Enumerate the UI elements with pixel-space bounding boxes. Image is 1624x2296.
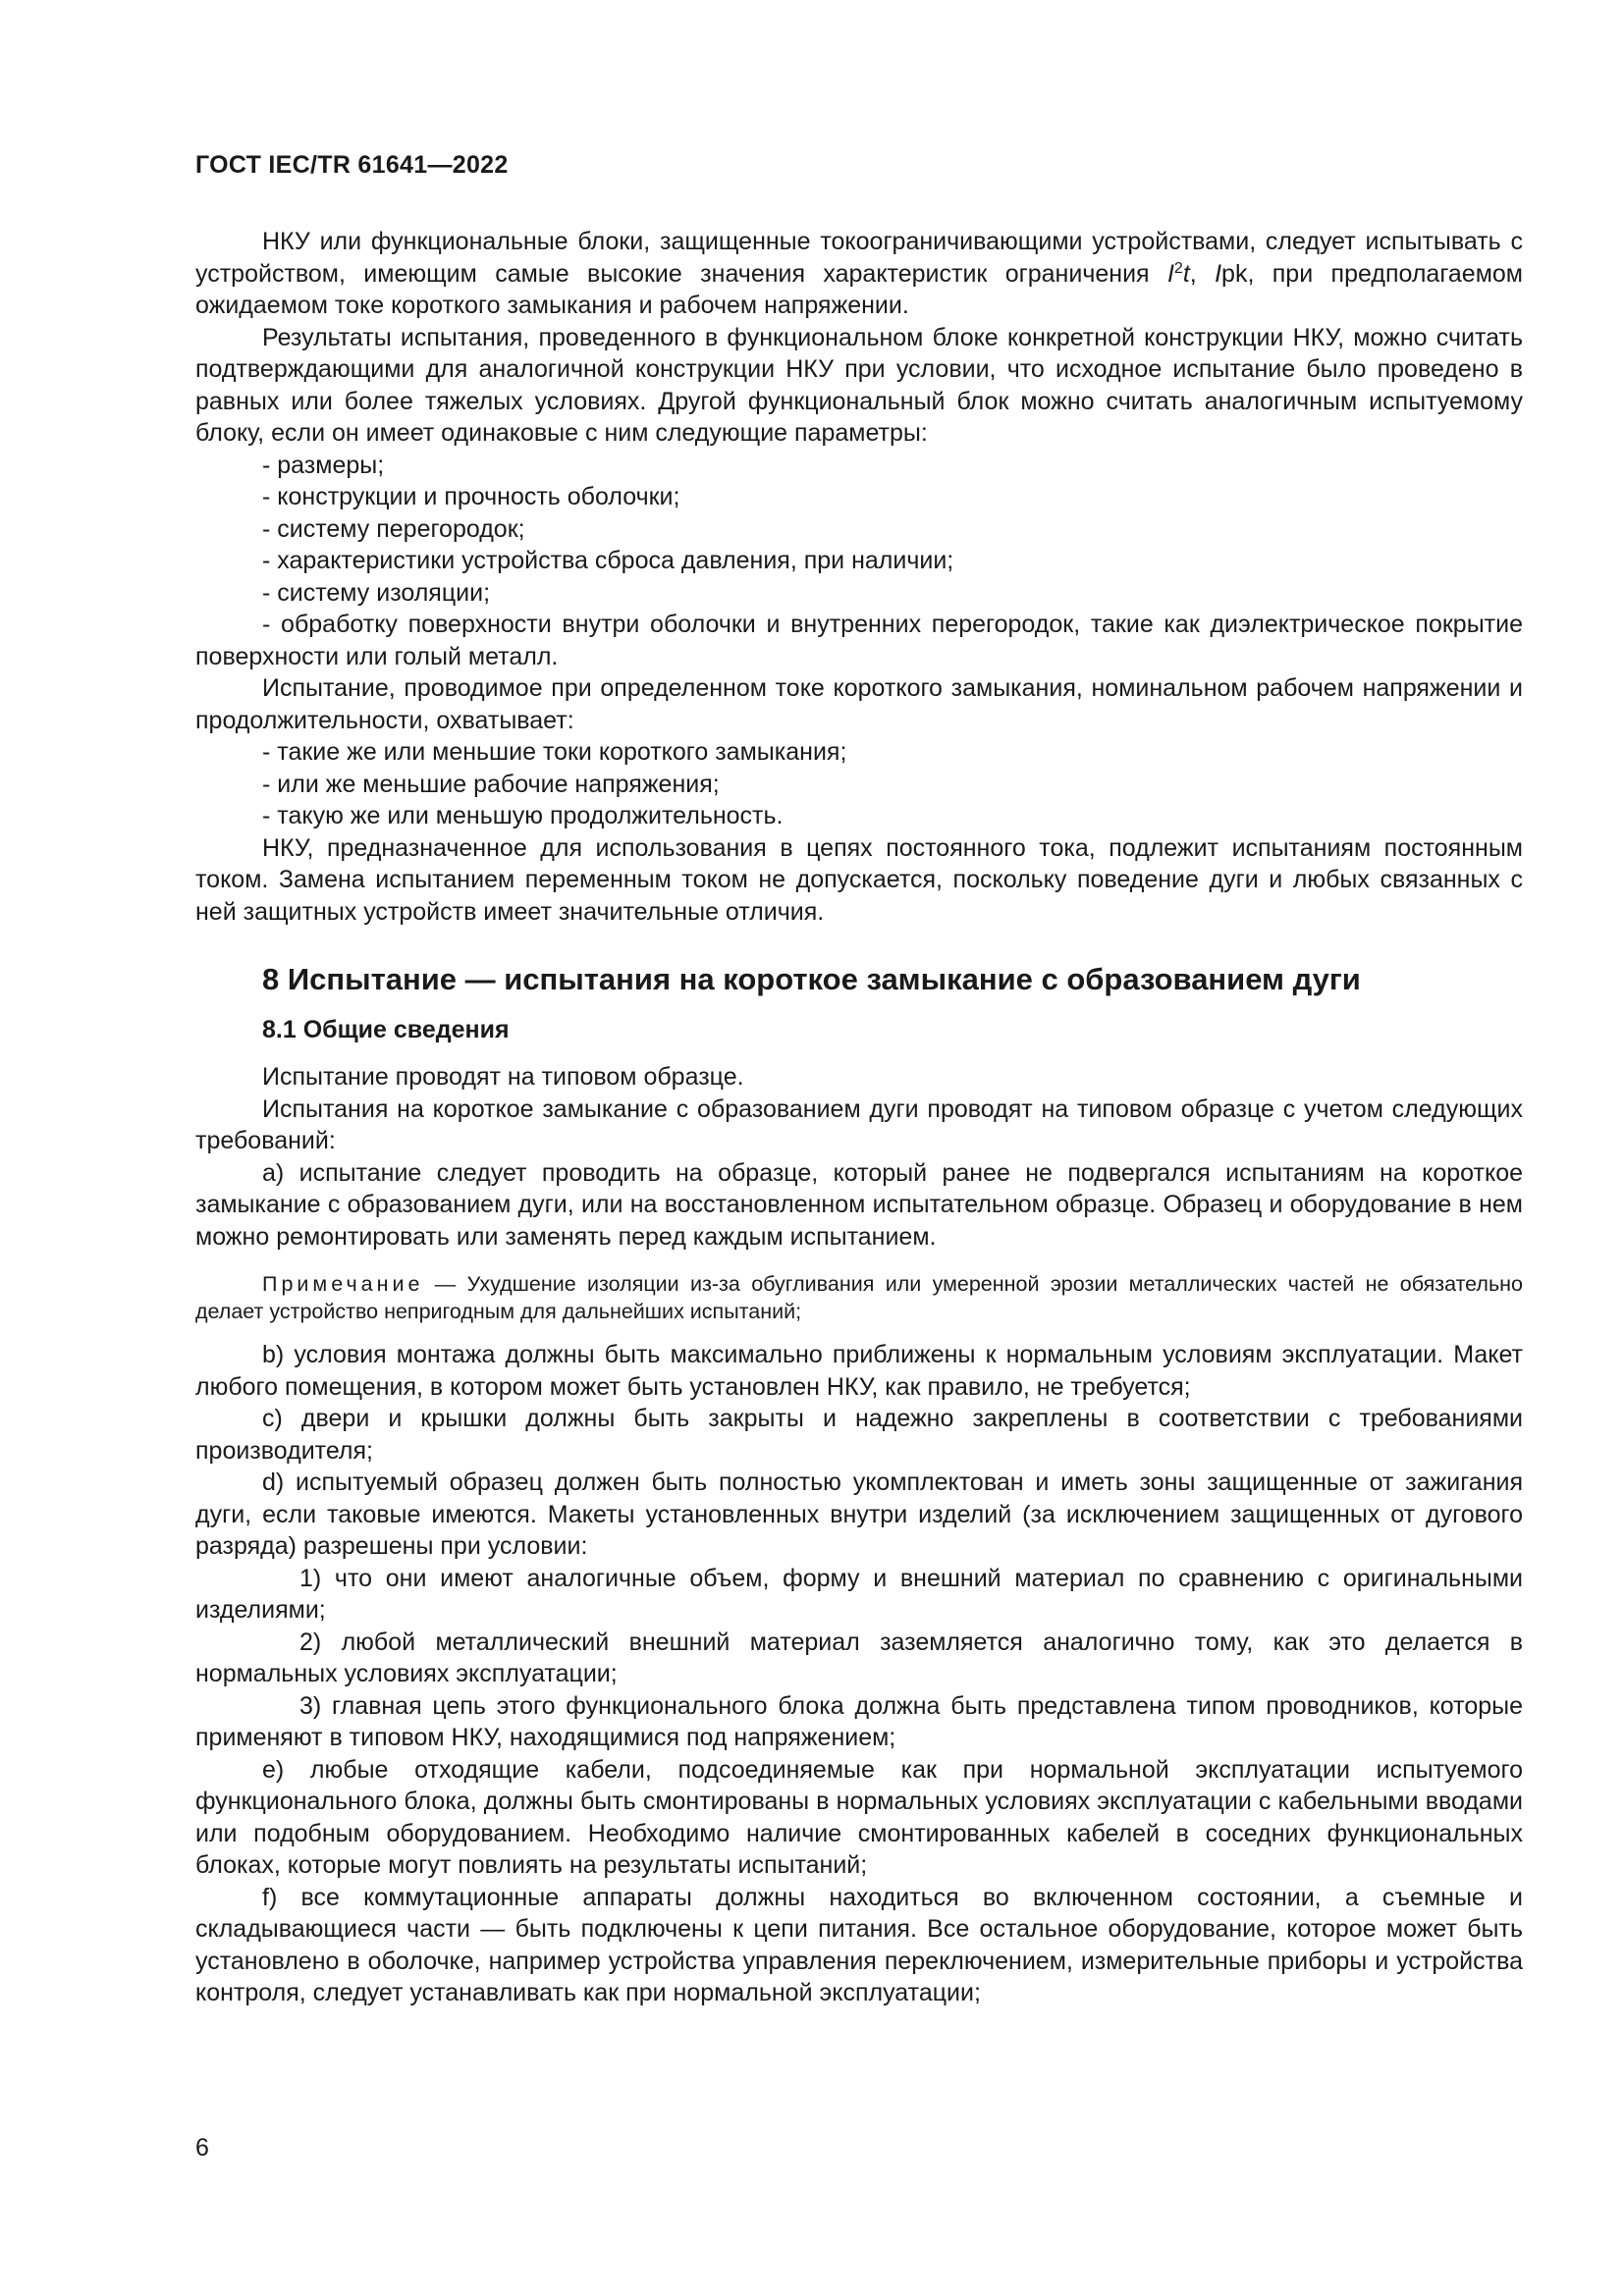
param-item-last: - обработку поверхности внутри оболочки и внутренних перегородок, такие как диэлектрическое покрытие поверхности или голый металл. (195, 611, 1523, 670)
coverage-item: - такую же или меньшую продолжительность. (262, 802, 784, 829)
requirement-item-d: d) испытуемый образец должен быть полностью укомплектован и иметь зоны защищенные от зажигания дуги, если таковые имеются. Макеты установленных внутри изделий (за исключением защищенных от дугового разряда) разрешены при условии: (195, 1468, 1523, 1560)
requirement-item-b: b) условия монтажа должны быть максимально приближены к нормальным условиям эксплуатации. Макет любого помещения, в котором может быть установлен НКУ, как правило, не требуется; (195, 1341, 1523, 1401)
requirement-item-a: a) испытание следует проводить на образце, который ранее не подвергался испытаниям на короткое замыкание с образованием дуги, или на восстановленном испытательном образце. Образец и оборудование в нем можно ремонтировать или заменять перед каждым испытанием. (195, 1158, 1523, 1251)
coverage-item: - или же меньшие рабочие напряжения; (262, 770, 720, 798)
paragraph-text: pk, при предполагаемом ожидаемом токе короткого замыкания и рабочем напряжении. (195, 259, 1523, 319)
requirement-item-e: e) любые отходящие кабели, подсоединяемые как при нормальной эксплуатации испытуемого функционального блока, должны быть смонтированы в нормальных условиях эксплуатации с кабельными вводами или подобным оборудованием. Необходимо наличие смонтированных кабелей в соседних функциональных блоках, которые могут повлиять на результаты испытаний; (195, 1755, 1523, 1879)
document-header: ГОСТ IEC/TR 61641—2022 (195, 151, 509, 179)
formula-i-pk: I (1215, 259, 1222, 288)
param-item: - систему изоляции; (262, 578, 491, 607)
formula-i: I (1166, 259, 1174, 288)
paragraph-test-results: Результаты испытания, проведенного в функциональном блоке конкретной конструкции НКУ, можно считать подтверждающими для аналогичной конструкции НКУ при условии, что исходное испытание было проведено в равных или более тяжелых условиях. Другой функциональный блок можно считать аналогичным испытуемому блоку, если он имеет одинаковые с ним следующие параметры: (195, 323, 1523, 447)
coverage-item: - такие же или меньшие токи короткого замыкания; (262, 738, 847, 766)
note-text: — Ухудшение изоляции из-за обугливания или умеренной эрозии металлических частей не обязательно делает устройство непригодным для дальнейших испытаний; (195, 1272, 1523, 1323)
subsection-title: 8.1 Общие сведения (262, 1016, 510, 1043)
note (195, 1270, 1523, 1325)
param-item: - размеры; (262, 451, 385, 479)
requirement-subitem-2: 2) любой металлический внешний материал заземляется аналогично тому, как это делается в нормальных условиях эксплуатации; (195, 1628, 1523, 1687)
requirement-subitem-3: 3) главная цепь этого функционального блока должна быть представлена типом проводников, которые применяют в типовом НКУ, находящимися под напряжением; (195, 1691, 1523, 1751)
paragraph-requirements-intro: Испытания на короткое замыкание с образованием дуги проводят на типовом образце с учетом следующих требований: (195, 1095, 1523, 1154)
paragraph-sample-type: Испытание проводят на типовом образце. (262, 1063, 744, 1091)
note-label: Примечание (262, 1272, 424, 1296)
paragraph-current-limiting (195, 226, 1523, 322)
paragraph-text: НКУ или функциональные блоки, защищенные токоограничивающими устройствами, следует испытывать с устройством, имеющим самые высокие значения характеристик ограничения (195, 228, 1523, 288)
requirement-subitem-1: 1) что они имеют аналогичные объем, форму и внешний материал по сравнению с оригинальными изделиями; (195, 1564, 1523, 1624)
paragraph-dc-testing: НКУ, предназначенное для использования в цепях постоянного тока, подлежит испытаниям постоянным током. Замена испытанием переменным током не допускается, поскольку поведение дуги и любых связанных с ней защитных устройств имеет значительные отличия. (195, 833, 1523, 926)
document-body (195, 226, 1523, 2009)
page-number: 6 (195, 2134, 209, 2162)
requirement-item-c: c) двери и крышки должны быть закрыты и надежно закреплены в соответствии с требованиями производителя; (195, 1405, 1523, 1465)
requirement-item-f: f) все коммутационные аппараты должны находиться во включенном состоянии, а съемные и складывающиеся части — быть подключены к цепи питания. Все остальное оборудование, которое может быть установлено в оболочке, например устройства управления переключением, измерительные приборы и устройства контроля, следует устанавливать как при нормальной эксплуатации; (195, 1883, 1523, 2006)
section-title: 8 Испытание — испытания на короткое замыкание с образованием дуги (262, 962, 1361, 996)
formula-sup: 2 (1173, 259, 1183, 277)
param-item: - конструкции и прочность оболочки; (262, 483, 680, 510)
paragraph-test-coverage: Испытание, проводимое при определенном токе короткого замыкания, номинальном рабочем напряжении и продолжительности, охватывает: (195, 674, 1523, 734)
param-item: - характеристики устройства сброса давления, при наличии; (262, 547, 954, 574)
formula-separator: , (1189, 259, 1216, 288)
param-item: - систему перегородок; (262, 514, 525, 543)
formula-t: t (1182, 259, 1190, 288)
